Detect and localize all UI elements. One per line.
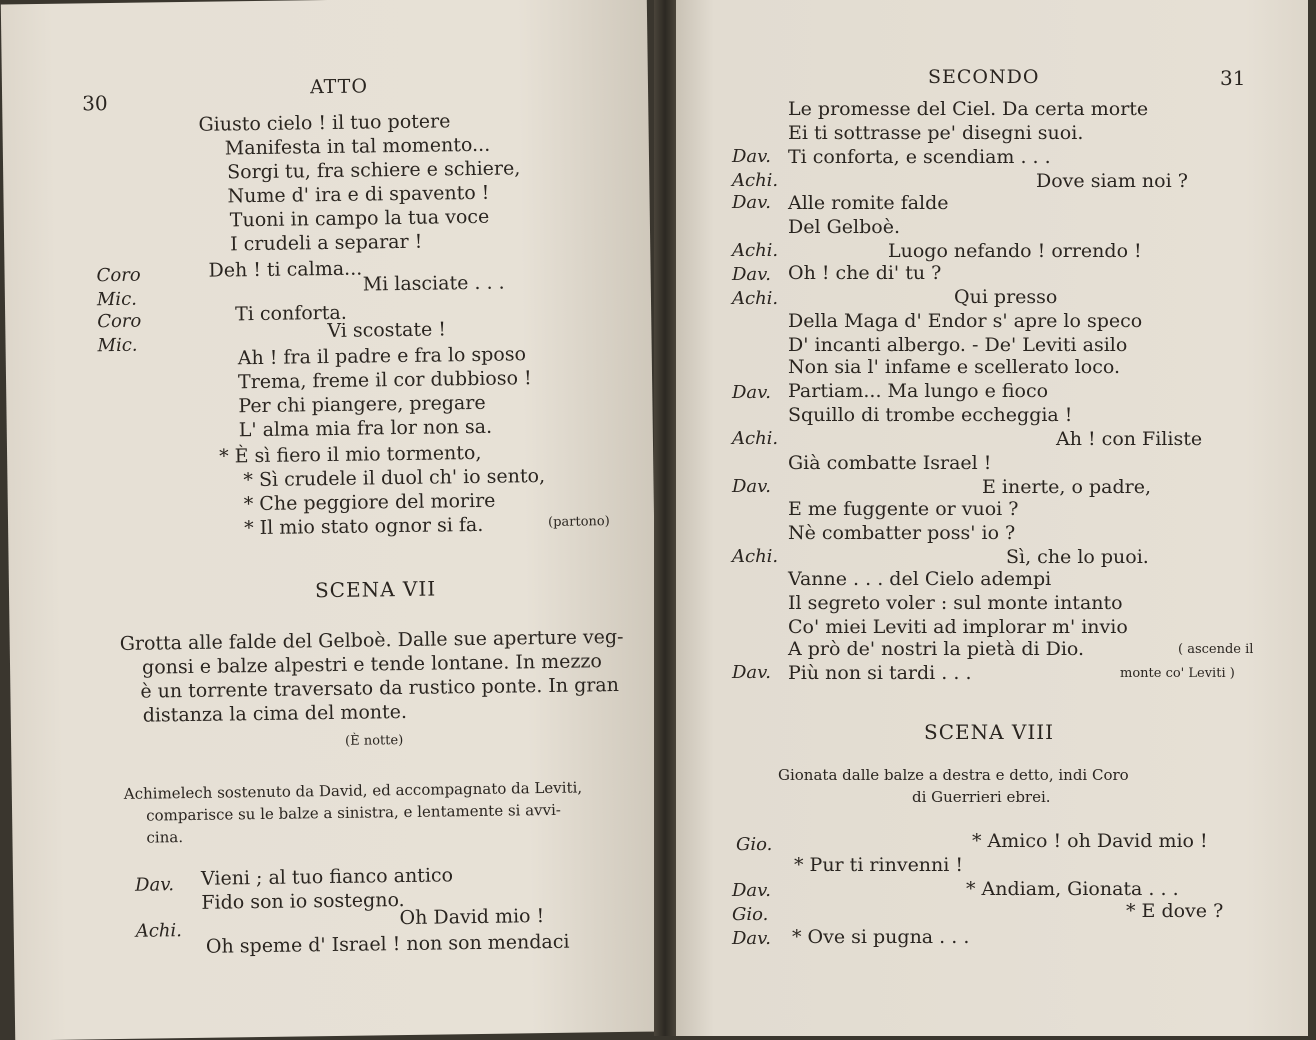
verse-line: Più non si tardi . . . xyxy=(788,662,972,684)
verse-line: Deh ! ti calma... xyxy=(208,257,363,282)
verse-line: * Amico ! oh David mio ! xyxy=(972,830,1208,852)
verse-line: A prò de' nostri la pietà di Dio. xyxy=(788,638,1085,660)
speaker-label: Achi. xyxy=(135,920,183,942)
verse-line: E inerte, o padre, xyxy=(982,476,1152,498)
verse-line: * Che peggiore del morire xyxy=(243,489,496,516)
speaker-label: Coro xyxy=(96,264,141,287)
verse-line: Squillo di trombe eccheggia ! xyxy=(788,404,1073,426)
verse-line: Co' miei Leviti ad implorar m' invio xyxy=(788,616,1128,638)
verse-line: I crudeli a separar ! xyxy=(230,230,423,256)
verse-line: * Il mio stato ognor si fa. xyxy=(243,513,484,540)
verse-line: * Ove si pugna . . . xyxy=(792,926,970,948)
verse-line: Ti conforta. xyxy=(234,301,347,326)
verse-line: Nume d' ira e di spavento ! xyxy=(227,181,490,208)
action-description: comparisce su le balze a sinistra, e lentamente si avvi- xyxy=(146,800,562,825)
scene-title: SCENA VIII xyxy=(924,720,1055,744)
scene-title: SCENA VII xyxy=(314,576,437,603)
speaker-label: Achi. xyxy=(732,240,779,261)
verse-line: E me fuggente or vuoi ? xyxy=(788,498,1019,520)
verse-line: Oh ! che di' tu ? xyxy=(788,262,942,284)
verse-line: Fido son io sostegno. xyxy=(201,889,405,914)
verse-line: Il segreto voler : sul monte intanto xyxy=(788,592,1123,614)
verse-line: * Andiam, Gionata . . . xyxy=(966,878,1179,900)
verse-line: * E dove ? xyxy=(1126,900,1224,922)
speaker-label: Dav. xyxy=(732,264,771,285)
verse-line: Partiam... Ma lungo e fioco xyxy=(788,380,1049,402)
scene-description: gonsi e balze alpestri e tende lontane. In mezzo xyxy=(141,650,603,679)
verse-line: Alle romite falde xyxy=(788,192,949,214)
book-gutter xyxy=(654,0,676,1036)
verse-line: Ah ! con Filiste xyxy=(1056,428,1203,450)
page-number: 30 xyxy=(82,91,108,116)
speaker-label: Achi. xyxy=(732,288,779,309)
stage-direction: ( ascende il xyxy=(1178,642,1254,657)
speaker-label: Achi. xyxy=(732,546,779,567)
speaker-label: Dav. xyxy=(732,880,771,901)
verse-line: * Pur ti rinvenni ! xyxy=(794,854,964,876)
speaker-label: Dav. xyxy=(732,146,771,167)
verse-line: Non sia l' infame e scellerato loco. xyxy=(788,356,1120,378)
speaker-label: Dav. xyxy=(732,662,771,683)
speaker-label: Dav. xyxy=(732,192,771,213)
verse-line: Tuoni in campo la tua voce xyxy=(229,205,490,232)
action-description: cina. xyxy=(146,828,184,847)
verse-line: Vieni ; al tuo fianco antico xyxy=(200,864,454,890)
speaker-label: Achi. xyxy=(732,428,779,449)
verse-line: Le promesse del Ciel. Da certa morte xyxy=(788,98,1149,120)
verse-line: D' incanti albergo. - De' Leviti asilo xyxy=(788,334,1128,356)
scene-description: Grotta alle falde del Gelboè. Dalle sue aperture veg- xyxy=(119,625,624,655)
verse-line: Qui presso xyxy=(954,286,1058,308)
verse-line: Manifesta in tal momento... xyxy=(224,133,491,160)
verse-line: Ah ! fra il padre e fra lo sposo xyxy=(237,343,527,370)
scene-description: Gionata dalle balze a destra e detto, indi Coro xyxy=(778,766,1129,784)
speaker-label: Mic. xyxy=(96,288,138,311)
speaker-label: Dav. xyxy=(134,874,175,896)
verse-line: Mi lasciate . . . xyxy=(362,271,505,296)
speaker-label: Dav. xyxy=(732,382,771,403)
page-number: 31 xyxy=(1220,66,1246,90)
verse-line: Già combatte Israel ! xyxy=(788,452,992,474)
right-page xyxy=(676,0,1308,1036)
verse-line: L' alma mia fra lor non sa. xyxy=(238,415,493,442)
left-page xyxy=(1,0,661,1040)
speaker-label: Achi. xyxy=(732,170,779,191)
stage-direction: (È notte) xyxy=(345,733,404,749)
verse-line: Nè combatter poss' io ? xyxy=(788,522,1016,544)
verse-line: * Sì crudele il duol ch' io sento, xyxy=(243,465,546,492)
verse-line: Ei ti sottrasse pe' disegni suoi. xyxy=(788,122,1084,144)
verse-line: Vi scostate ! xyxy=(327,318,447,343)
verse-line: Sorgi tu, fra schiere e schiere, xyxy=(227,157,521,184)
verse-line: Dove siam noi ? xyxy=(1036,170,1188,192)
verse-line: * È sì fiero il mio tormento, xyxy=(218,441,482,468)
verse-line: Sì, che lo puoi. xyxy=(1006,546,1149,568)
scene-description: è un torrente traversato da rustico ponte. In gran xyxy=(140,673,620,703)
speaker-label: Gio. xyxy=(732,904,769,925)
speaker-label: Gio. xyxy=(736,834,773,855)
verse-line: Per chi piangere, pregare xyxy=(238,391,486,418)
speaker-label: Mic. xyxy=(97,334,138,357)
scene-description: di Guerrieri ebrei. xyxy=(912,788,1051,806)
stage-direction: (partono) xyxy=(547,514,610,530)
speaker-label: Coro xyxy=(97,310,142,333)
speaker-label: Dav. xyxy=(732,928,771,949)
action-description: Achimelech sostenuto da David, ed accompagnato da Leviti, xyxy=(123,778,583,803)
verse-line: Oh speme d' Israel ! non son mendaci xyxy=(205,930,570,958)
verse-line: Giusto cielo ! il tuo potere xyxy=(198,110,451,136)
stage-direction: monte co' Leviti ) xyxy=(1120,666,1235,681)
running-header: SECONDO xyxy=(928,66,1040,88)
speaker-label: Dav. xyxy=(732,476,771,497)
verse-line: Trema, freme il cor dubbioso ! xyxy=(237,367,532,394)
running-header: ATTO xyxy=(309,75,369,99)
verse-line: Oh David mio ! xyxy=(399,905,545,930)
verse-line: Luogo nefando ! orrendo ! xyxy=(888,240,1142,262)
scene-description: distanza la cima del monte. xyxy=(142,700,408,727)
verse-line: Ti conforta, e scendiam . . . xyxy=(788,146,1051,168)
verse-line: Vanne . . . del Cielo adempi xyxy=(788,568,1052,590)
verse-line: Del Gelboè. xyxy=(788,216,900,238)
verse-line: Della Maga d' Endor s' apre lo speco xyxy=(788,310,1143,332)
